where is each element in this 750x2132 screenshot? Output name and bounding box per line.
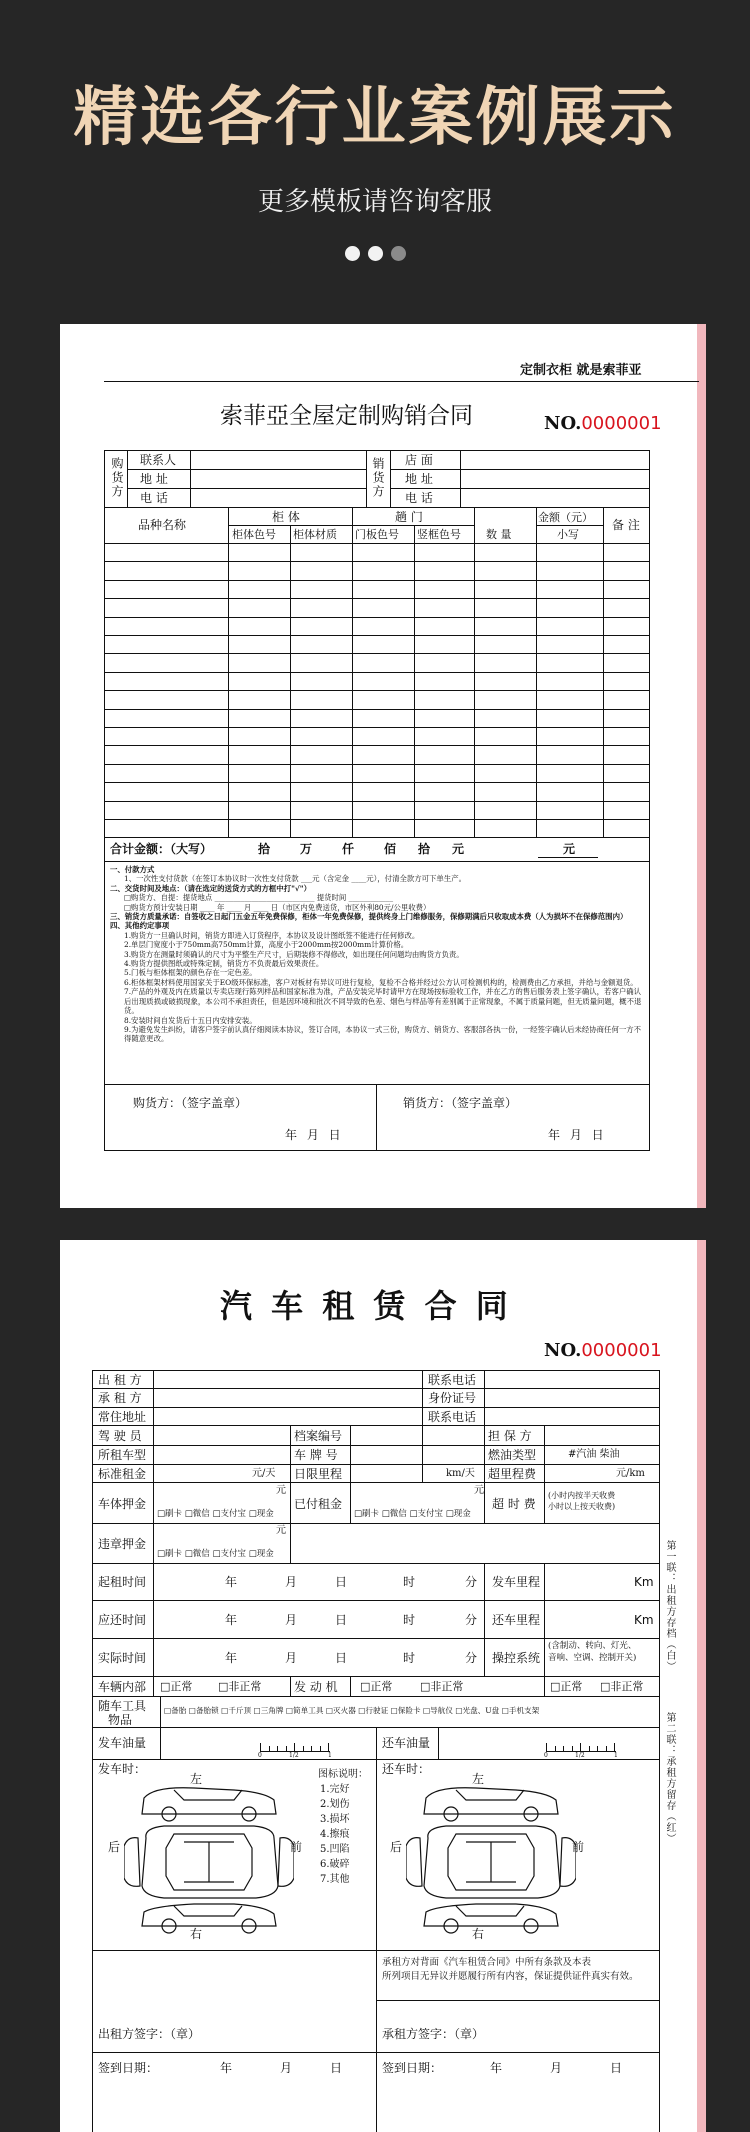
lessee-signature: 承租方签字：（章） — [382, 2027, 485, 2041]
total-unit: 万 — [300, 842, 313, 856]
lessor-label: 出 租 方 — [98, 1373, 142, 1387]
side-label: 前 — [290, 1840, 303, 1854]
grid-line — [290, 1425, 291, 1482]
terms-line: 1、一次性支付货款（在签订本协议时一次性支付货款 ___元（含定金 ____元），付清全款方可下单生产。 — [124, 874, 466, 884]
legend-item: 5.凹陷 — [320, 1844, 350, 1855]
date-unit: 年 — [490, 2061, 503, 2075]
gauge-tick — [328, 1743, 329, 1751]
engine-abnormal: □非正常 — [420, 1680, 464, 1693]
car-title: 汽 车 租 赁 合 同 — [220, 1287, 512, 1325]
datetime-unit: 月 — [285, 1651, 298, 1665]
grid-line — [484, 1482, 485, 1523]
col-door-panel: 门板色号 — [355, 528, 399, 541]
table-row-line — [104, 782, 650, 783]
address-label: 常住地址 — [98, 1410, 147, 1424]
gauge-tick — [580, 1743, 581, 1751]
lessor-phone-label: 联系电话 — [428, 1373, 477, 1387]
km-unit: km/天 — [446, 1468, 475, 1479]
seller-phone: 电 话 — [405, 491, 433, 505]
datetime-unit: 时 — [403, 1651, 416, 1665]
km-unit: Km — [634, 1575, 654, 1589]
grid-line — [350, 1425, 351, 1482]
grid-line — [92, 1696, 660, 1697]
id-number-label: 身份证号 — [428, 1391, 477, 1405]
seller-address: 地 址 — [405, 472, 433, 486]
legend-item: 7.其他 — [320, 1874, 350, 1885]
fuel-out-label: 发车油量 — [98, 1736, 147, 1750]
grid-line — [350, 1676, 351, 1696]
over-fee-unit: 元/km — [616, 1468, 645, 1479]
terms-line: 一、付款方式 — [110, 865, 155, 874]
fuel-type-label: 燃油类型 — [488, 1448, 537, 1462]
header-banner — [0, 0, 750, 290]
terms-line: □购货方、自提：提货地点 ___________________________ 提货时间 ____________ — [124, 893, 394, 903]
col-note: 备 注 — [612, 518, 640, 532]
car-damage-diagram[interactable] — [406, 1786, 576, 1936]
gauge-tick — [286, 1746, 287, 1751]
legend-item: 1.完好 — [320, 1784, 350, 1795]
terms-line: 二、交货时间及地点：（请在选定的送货方式的方框中打"√"） — [110, 883, 312, 893]
table-row-line — [104, 801, 650, 802]
gauge-label: 1/2 — [575, 1752, 585, 1759]
gauge-tick — [260, 1743, 261, 1751]
grid-line — [376, 1727, 377, 1759]
datetime-unit: 分 — [465, 1651, 478, 1665]
buyer-label: 购货方 — [110, 457, 124, 499]
table-row-line — [104, 598, 650, 599]
col-qty: 数 量 — [486, 528, 512, 541]
guarantor-label: 担 保 方 — [488, 1429, 532, 1443]
daily-km-label: 日限里程 — [294, 1467, 343, 1481]
seller-date: 年 月 日 — [548, 1128, 604, 1142]
car-contract-number: NO.0000001 — [544, 1340, 662, 1361]
grid-line — [160, 1696, 161, 1727]
grid-line — [544, 1425, 545, 1482]
carousel-dot[interactable] — [368, 246, 383, 261]
fuel-gauge[interactable] — [546, 1738, 616, 1752]
overtime-label: 超 时 费 — [492, 1497, 536, 1511]
deposit-label: 车体押金 — [98, 1497, 147, 1511]
terms-line: 9.为避免发生纠纷，请客户签字前认真仔细阅读本协议，签订合同，本协议一式三份，购货方、销货方、客服部各执一份，一经签字确认后未经协商任何一方不得随意更改。 — [124, 1024, 642, 1044]
grid-line — [290, 1523, 291, 1563]
grid-line — [376, 1759, 377, 1950]
carousel-dot[interactable] — [391, 246, 406, 261]
paid-rent-label: 已付租金 — [294, 1497, 343, 1511]
overtime-note: 小时以上按天收费) — [548, 1502, 616, 1511]
gauge-tick — [311, 1746, 312, 1751]
systems-abnormal: □非正常 — [600, 1680, 644, 1693]
legend-item: 2.划伤 — [320, 1799, 350, 1810]
deposit-yuan: 元 — [276, 1485, 286, 1496]
rent-unit: 元/天 — [252, 1468, 276, 1479]
time-label: 起租时间 — [98, 1575, 147, 1589]
datetime-unit: 分 — [465, 1613, 478, 1627]
grid-line — [153, 1563, 154, 1676]
furniture-contract-sheet — [60, 324, 706, 1208]
datetime-unit: 月 — [285, 1575, 298, 1589]
col-cab-material: 柜体材质 — [293, 528, 337, 541]
time-label: 实际时间 — [98, 1651, 147, 1665]
date-unit: 月 — [550, 2061, 563, 2075]
datetime-unit: 月 — [285, 1613, 298, 1627]
table-row-line — [104, 727, 650, 728]
col-product: 品种名称 — [138, 518, 187, 532]
violation-pay-options: □刷卡 □微信 □支付宝 □现金 — [157, 1549, 274, 1559]
gauge-tick — [614, 1743, 615, 1751]
gauge-tick — [589, 1746, 590, 1751]
col-frame: 竖框色号 — [417, 528, 461, 541]
lessee-label: 承 租 方 — [98, 1391, 142, 1405]
contract-number: NO.0000001 — [544, 413, 662, 434]
side-label: 前 — [572, 1840, 585, 1854]
gauge-label: 1/2 — [289, 1752, 299, 1759]
grid-line — [92, 1563, 660, 1564]
grid-line — [484, 1370, 485, 1482]
standard-rent-label: 标准租金 — [98, 1467, 147, 1481]
total-unit: 元 — [452, 842, 465, 856]
datetime-unit: 时 — [403, 1613, 416, 1627]
file-number-label: 档案编号 — [294, 1429, 343, 1443]
terms-line: 2.单层门宽度小于750mm高750mm计算，高度小于2000mm按2000mm计算价格。 — [124, 940, 409, 950]
seller-signature: 销货方：（签字盖章） — [403, 1096, 518, 1110]
mileage-label: 还车里程 — [492, 1613, 541, 1627]
buyer-contact: 联系人 — [140, 453, 177, 467]
carousel-dots[interactable] — [0, 246, 750, 265]
legend-item: 6.破碎 — [320, 1859, 350, 1870]
table-row-line — [104, 745, 650, 746]
tagline: 定制衣柜 就是索菲亚 — [520, 363, 642, 378]
overtime-note: (小时内按半天收费 — [548, 1491, 616, 1500]
side-label: 右 — [472, 1927, 485, 1941]
datetime-unit: 日 — [335, 1575, 348, 1589]
table-row-line — [104, 690, 650, 691]
gauge-tick — [269, 1746, 270, 1751]
grid-line — [92, 1464, 660, 1465]
grid-line — [92, 2052, 660, 2053]
tools-label: 物品 — [108, 1713, 133, 1727]
side-label: 左 — [472, 1772, 485, 1786]
grid-line — [92, 1388, 660, 1389]
deposit-pay-options: □刷卡 □微信 □支付宝 □现金 — [157, 1509, 274, 1519]
fuel-in-label: 还车油量 — [382, 1736, 431, 1750]
grid-line — [438, 1727, 439, 1759]
carousel-dot[interactable] — [345, 246, 360, 261]
date-unit: 日 — [610, 2061, 623, 2075]
grid-line — [153, 1370, 154, 1482]
grid-line — [290, 1482, 291, 1523]
table-row-line — [104, 819, 650, 820]
violation-yuan: 元 — [276, 1525, 286, 1536]
terms-line: 6.柜体框架材料使用国家关于EO级环保标准，客户对板材有异议可进行复检，复检不合格并经过公方认可检测机构的，检测费由乙方承担，并给与金额退货。 — [124, 977, 638, 987]
banner-subtitle: 更多模板请咨询客服 — [257, 187, 492, 217]
gauge-label: 0 — [258, 1752, 262, 1759]
grid-line — [153, 1676, 154, 1696]
grid-line — [376, 2000, 660, 2001]
car-rental-sheet — [60, 1240, 706, 2132]
time-label: 应还时间 — [98, 1613, 147, 1627]
gauge-tick — [303, 1746, 304, 1751]
violation-deposit-label: 违章押金 — [98, 1537, 147, 1551]
banner-title: 精选各行业案例展示 — [73, 81, 677, 155]
table-row-line — [104, 672, 650, 673]
date-unit: 日 — [330, 2061, 343, 2075]
gauge-tick — [546, 1743, 547, 1751]
side-label: 后 — [108, 1840, 121, 1854]
table-row-line — [104, 635, 650, 636]
mileage-label: 发车里程 — [492, 1575, 541, 1589]
gauge-label: 0 — [544, 1752, 548, 1759]
grid-line — [92, 1482, 660, 1483]
buyer-date: 年 月 日 — [285, 1128, 341, 1142]
total-unit: 仟 — [342, 842, 355, 856]
tools-list: □备胎 □备胎锁 □千斤顶 □三角牌 □简单工具 □灭火器 □行驶证 □保险卡 □导航仪 □光盘、U盘 □手机支架 — [164, 1706, 540, 1715]
table-row-line — [104, 561, 650, 562]
datetime-unit: 年 — [225, 1613, 238, 1627]
mileage-label: 操控系统 — [492, 1651, 541, 1665]
systems-note: (含制动、转向、灯光、 — [548, 1641, 637, 1651]
fuel-gauge[interactable] — [260, 1738, 330, 1752]
plate-label: 车 牌 号 — [294, 1448, 338, 1462]
table-row-line — [104, 764, 650, 765]
interior-normal: □正常 — [160, 1680, 193, 1693]
km-unit: Km — [634, 1613, 654, 1627]
gauge-tick — [606, 1746, 607, 1751]
tools-label: 随车工具 — [98, 1699, 147, 1713]
grid-line — [92, 1407, 660, 1408]
side-label: 左 — [190, 1772, 203, 1786]
grid-line — [484, 1563, 485, 1676]
gauge-tick — [563, 1746, 564, 1751]
table-row-line — [104, 653, 650, 654]
over-mileage-label: 超里程费 — [488, 1467, 537, 1481]
table-row-line — [104, 709, 650, 710]
terms-line: 3.购货方在测量时须确认的尺寸为平整生产尺寸，后期装修不得修改，如出现任何问题均由购货方负责。 — [124, 949, 464, 959]
total-unit: 拾 — [258, 842, 271, 856]
grid-line — [290, 1676, 291, 1696]
side-label: 后 — [390, 1840, 403, 1854]
datetime-unit: 年 — [225, 1575, 238, 1589]
copy-label-red: 第二联：承租方留存（红） — [664, 1712, 675, 1844]
gauge-label: 1 — [328, 1752, 332, 1759]
total-yuan: 元 — [563, 842, 576, 856]
date-unit: 月 — [280, 2061, 293, 2075]
datetime-unit: 分 — [465, 1575, 478, 1589]
grid-line — [92, 1676, 660, 1677]
grid-line — [153, 1482, 154, 1563]
grid-line — [544, 1482, 545, 1523]
lessee-phone-label: 联系电话 — [428, 1410, 477, 1424]
gauge-tick — [294, 1743, 295, 1751]
copy-label-white: 第一联：出租方存档（白） — [664, 1540, 675, 1672]
datetime-unit: 日 — [335, 1651, 348, 1665]
terms-line: 4.购货方提供图纸或特殊定制，销货方不负责最后效果责任。 — [124, 959, 324, 969]
datetime-unit: 时 — [403, 1575, 416, 1589]
seller-label: 销货方 — [371, 457, 385, 499]
grid-line — [160, 1727, 161, 1759]
col-small: 小写 — [557, 528, 579, 541]
grid-line — [544, 1563, 545, 1639]
grid-line — [92, 1638, 660, 1639]
gauge-tick — [555, 1746, 556, 1751]
total-unit: 佰 — [384, 842, 397, 856]
note-line: 所列项目无异议并愿履行所有内容，保证提供证件真实有效。 — [382, 1971, 639, 1982]
col-cabinet: 柜 体 — [272, 510, 300, 524]
engine-label: 发 动 机 — [294, 1680, 338, 1694]
datetime-unit: 日 — [335, 1613, 348, 1627]
col-cab-color: 柜体色号 — [232, 528, 276, 541]
systems-note: 音响、空调、控制开关) — [548, 1653, 637, 1663]
legend-title: 图标说明： — [318, 1769, 368, 1780]
grid-line — [350, 1482, 351, 1523]
sign-date-label: 签到日期： — [98, 2061, 159, 2075]
in-label: 还车时： — [382, 1762, 431, 1776]
table-row-line — [104, 543, 650, 544]
terms-line: 四、其他约定事项 — [110, 921, 170, 931]
systems-normal: □正常 — [550, 1680, 583, 1693]
date-unit: 年 — [220, 2061, 233, 2075]
interior-abnormal: □非正常 — [218, 1680, 262, 1693]
grid-line — [92, 1445, 660, 1446]
car-damage-diagram[interactable] — [124, 1786, 294, 1936]
gauge-label: 1 — [614, 1752, 618, 1759]
buyer-phone: 电 话 — [140, 491, 168, 505]
paid-rent-yuan: 元 — [474, 1485, 484, 1496]
interior-label: 车辆内部 — [98, 1680, 147, 1694]
seller-store: 店 面 — [405, 453, 433, 467]
datetime-unit: 年 — [225, 1651, 238, 1665]
terms-line: 5.门板与柜体框架的颜色存在一定色差。 — [124, 968, 257, 978]
buyer-address: 地 址 — [140, 472, 168, 486]
terms-line: 三、销货方质量承诺：自签收之日起门五金五年免费保修，柜体一年免费保修，提供终身上门维修服务，保修期满后只收取成本费（人为损坏不在保修范围内） — [110, 912, 628, 922]
col-door: 趟 门 — [395, 510, 423, 524]
terms-line: □购货方预计安装日期 ____ 年 ____ 月 ____ 日（市区内免费送货，市区外利80元/公里收费） — [124, 902, 431, 912]
table-row-line — [104, 580, 650, 581]
total-unit: 拾 — [418, 842, 431, 856]
legend-item: 3.损坏 — [320, 1814, 350, 1825]
paid-rent-pay-options: □刷卡 □微信 □支付宝 □现金 — [354, 1509, 471, 1519]
fuel-options: #汽油 柴油 — [568, 1449, 620, 1460]
driver-label: 驾 驶 员 — [98, 1429, 142, 1443]
out-label: 发车时： — [98, 1762, 147, 1776]
gauge-tick — [572, 1746, 573, 1751]
terms-line: 8.安装时间自发货后十五日内安排安装。 — [124, 1015, 257, 1025]
sign-date-label: 签到日期： — [382, 2061, 443, 2075]
side-label: 右 — [190, 1927, 203, 1941]
table-row-line — [104, 617, 650, 618]
gauge-tick — [320, 1746, 321, 1751]
terms-line: 7.产品的外观及内在质量以专卖店现行陈列样品和国家标准为准，产品安装完毕时请甲方在现场按标验收工作，并在乙方的售后服务表上签字确认，若客户确认后出现质损或破损现象，本公司不承担责任，但是因环境和批次不同导致的色差、烟色与样品等有差别属于正常现象，不属于质量问题，但无质量问题，概不退货。 — [124, 987, 642, 1016]
grid-line — [544, 1638, 545, 1696]
gauge-tick — [597, 1746, 598, 1751]
buyer-signature: 购货方：（签字盖章） — [133, 1096, 248, 1110]
grid-line — [422, 1370, 423, 1482]
model-label: 所租车型 — [98, 1448, 147, 1462]
engine-normal: □正常 — [360, 1680, 393, 1693]
grid-line — [376, 1950, 377, 2132]
legend-item: 4.擦痕 — [320, 1829, 350, 1840]
grid-line — [92, 1425, 660, 1426]
contract-title: 索菲亞全屋定制购销合同 — [220, 403, 473, 429]
gauge-tick — [277, 1746, 278, 1751]
terms-line: 1.购货方一旦确认时间，销货方即进入订货程序，本协议及设计图纸签不能进行任何修改。 — [124, 930, 420, 940]
grid-line — [92, 1600, 660, 1601]
contract-terms — [110, 865, 645, 1044]
grid-line — [92, 1523, 660, 1524]
col-amount: 金额（元） — [538, 511, 593, 524]
note-line: 承租方对背面《汽车租赁合同》中所有条款及本表 — [382, 1957, 592, 1968]
total-label: 合计金额：（大写） — [110, 842, 213, 856]
lessor-signature: 出租方签字：（章） — [98, 2027, 201, 2041]
